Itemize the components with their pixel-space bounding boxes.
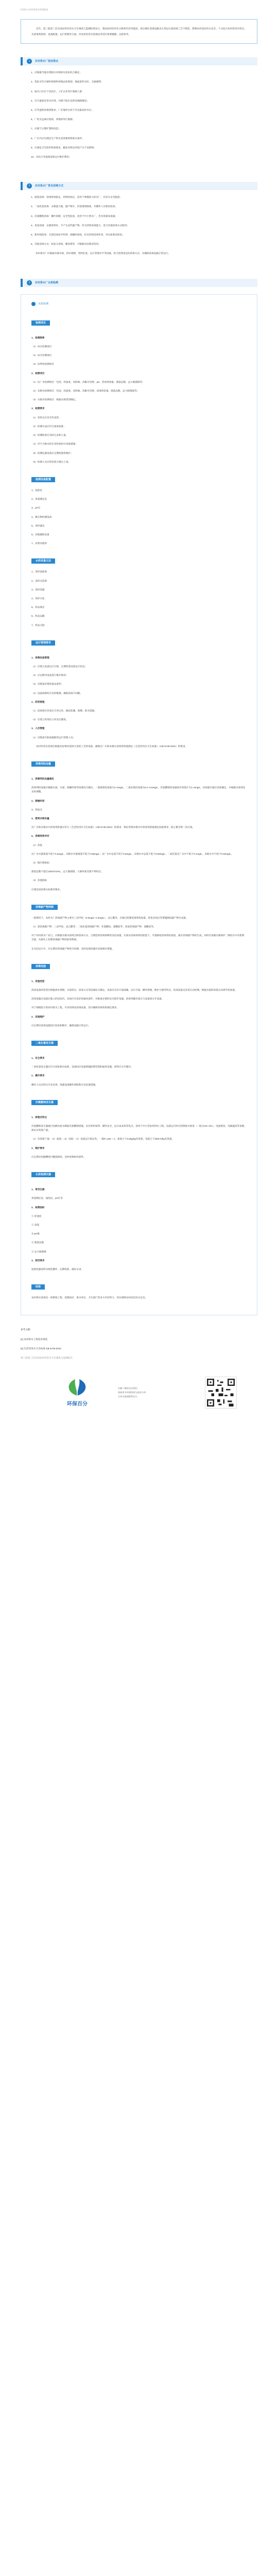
subsection-body [31,777,247,892]
paragraph: （1）应配备专职或兼职的运行管理人员； [31,736,76,739]
paragraph: 一般情况下，农村水厂消毒副产物主要为三卤甲烷（0.5mg/L~1.0mg/L）、卤乙酸等，应通过控制消毒剂投加量、优化投加点等措施降低副产物生成量。 [31,916,188,919]
paragraph: 应定期对消毒设施进行检查和维护，确保设施正常运行。 [31,1024,91,1027]
subsection-body [31,1056,247,1087]
subheading: 2、维护要求 [31,1146,45,1149]
subsection-tag: 消毒剂投加量 [31,761,55,767]
list-item: 5、紫外线消毒：无需投加化学药剂，接触时间短，但无持续消毒作用，对水质要求较高； [31,233,125,236]
subsection-body [31,488,247,546]
paragraph: （2）每月检测项目 [31,354,52,357]
section-header [21,57,257,65]
paragraph: ① 浑浊度 [31,1214,42,1217]
list-item: 6、厂址应远离垃圾场、养殖场等污染源； [31,118,75,121]
paragraph: 应满足国家相关标准的要求。 [31,888,62,891]
subheading: 3、检测要求 [31,407,45,410]
section-header [21,182,257,190]
subheading: 1、消毒剂投加量确定 [31,777,54,780]
paragraph: 农村供水消毒是一项系统工程，需要政府、供水单位、卫生部门等多方共同努力，切实保障农村居民饮水安全。 [31,1296,148,1299]
paragraph: （1）余氯 [31,843,42,846]
subheading: 1、安全要求 [31,1057,45,1060]
paragraph: （3）水源水检测项目：根据水源类型确定。 [31,398,78,401]
paragraph: （1）每日检测项目 [31,345,52,348]
section-2 [21,182,257,265]
list-item: 3、取水口应位于居民区、工矿企业等污染源上游； [31,90,84,93]
subheading: 1、消毒设备管理 [31,656,49,659]
paragraph: 应定期对电解槽进行酸洗除垢，及时更换损坏部件。 [31,1155,86,1158]
paragraph: 7、样品交接 [31,623,45,626]
list-item: 9、应满足卫生防护距离要求，避免对周边环境产生不良影响； [31,146,96,149]
paragraph: 对于规模较小的农村供水工程，可采用简易消毒设备，但应确保消毒效果满足要求。 [31,1006,119,1009]
list-item: 6、其他消毒方式：如复合消毒、膜处理等，可根据实际情况选用。 [31,243,101,246]
section-title: 农村供水厂选址要点 [35,60,59,63]
subheading: 2、操作要求 [31,1074,45,1077]
paragraph: 菌落总数不超过100CFU/mL，总大肠菌群、大肠埃希氏菌不得检出。 [31,870,103,873]
section-3 [21,279,257,1316]
contact-line: 扫描二维码关注我们 [118,1387,137,1390]
section-number: 2 [27,183,32,189]
paragraph: ④ 菌落总数 [31,1241,44,1244]
paragraph: 次氯酸钠发生器通过电解食盐水制取次氯酸钠溶液，具有原料易得、操作安全、运行成本低等优点，适用于中小型农村供水工程。设备运行时应控制盐水浓度（一般为3%~4%）、电流密度、电解温度等参数，保证有效氯产量。 [31,1125,247,1132]
subheading: 2、药剂管理 [31,700,45,703]
paragraph: 7、试剂及耗材 [31,542,47,545]
subheading: 2、接触时间 [31,799,45,802]
paragraph: （2）检测方法应符合国家标准； [31,425,66,428]
paragraph: （1）出厂水检测项目：色度、浑浊度、臭和味、肉眼可见物、pH、消毒剂余量、菌落总数、总大肠菌群等； [31,380,145,383]
reference-item: [1] 农村供水工程技术规范 [21,1337,48,1341]
subsection-body [31,916,247,951]
paragraph: 1、采样前准备 [31,570,47,573]
paragraph: （1）消毒剂应存放在专用仓库，做好防潮、防晒、防火措施； [31,709,97,712]
paragraph: （1）采样点应具有代表性； [31,416,61,419]
content-box [21,294,257,1316]
paragraph: （1）有效氯产量；（2）盐耗；（3）电耗；（4）设备运行稳定性。一般P=100 ~ 1，盐耗小于3.5kg/kg有效氯，电耗小于4kW·h/kg有效氯。 [31,1138,175,1141]
list-item: 8、厂区内应有满足生产和生活需要的给排水条件； [31,137,84,140]
paragraph: （3）检测结果应及时记录和上报； [31,434,68,437]
contact-info [118,1386,200,1399]
subheading: 5、消毒效果评价 [31,835,49,838]
subsection-body [31,656,247,740]
list-item: 2、选址应符合城乡规划和村镇总体规划，地质条件良好，交通便利； [31,80,103,83]
subsection-tag: 消毒设施 [31,964,50,969]
subsection-tag: 消毒副产物控制 [31,905,58,910]
paragraph: 5、采样器具 [31,524,45,527]
paragraph: 3、采样容器 [31,588,45,591]
paragraph: （5）检测仪器设备应定期校准和维护； [31,451,73,454]
paragraph: 对于农村供水厂而言，应根据水源水质特点和消毒方式，合理选择消毒剂种类及投加量。在保证消毒效果的前提下，尽量降低消毒剂投加量，减少消毒副产物的生成。同时应加强水源保护，降低水中有机物含量，从源头上控制消毒副产物的前体物质。 [31,934,245,941]
list-item: 5、应考虑防洪排涝要求，厂区地坪应高于历史最高洪水位； [31,109,94,112]
paragraph: 1、浊度仪 [31,488,42,492]
list-item: 1、液氯消毒：消毒效果稳定，持续时间长，适用于规模较大的水厂，但存在安全隐患； [31,196,123,199]
paragraph: （3）其他指标 [31,879,47,882]
paragraph: 在实际运行中，应定期对消毒副产物进行检测，及时发现问题并采取相应措施。 [31,947,114,950]
paragraph: （4）对不合格水样应及时复检并采取措施； [31,443,78,446]
contact-line: 合作交流请联系后台 [118,1395,137,1398]
section-body [21,190,257,265]
list-item: 3、次氯酸钠消毒：操作简便，安全性较高，适用于中小型水厂，但有效氯易衰减； [31,214,117,217]
subheading: 1、检测频率 [31,336,45,339]
subsection-tag: 检测项目 [31,320,50,326]
paragraph: 消毒剂投加量应根据水质、水量、接触时间等因素综合确定，一般液氯投加量为1~2mg/L，二氧化氯投加量为0.1~0.5mg/L，次氯酸钠投加量按有效氯计为1~2mg/L。投加量应通过试验确定，并根据水质变化及时调整。 [31,786,246,793]
subheading: 2、检测指标 [31,1206,45,1209]
subheading: 1、原理及特点 [31,1115,47,1118]
intro-box [21,19,257,44]
section-number: 3 [27,280,32,285]
subheading: 2、设施维护 [31,1015,45,1018]
subsection-body [31,1115,247,1159]
list-item: 农村供水厂应根据水源水质、供水规模、管网长度、运行管理水平等因素，综合选择适宜的消毒方式，并确保消毒设施正常运行。 [36,252,170,255]
paragraph: 消毒设施应设置在独立的房间内，房间应有良好的通风条件，并配备必要的安全防护设施。消毒剂储存间应与设备间分开设置。 [31,997,164,1001]
subheading: 2、检测项目 [31,371,45,375]
subsection-tag: 运行管理要求 [31,640,55,646]
reference-item: [2] 生活饮用水卫生标准 GB 5749-2022 [21,1347,61,1350]
paragraph: 5、样品保存 [31,606,45,609]
box-title-text: 水质检测 [38,302,49,306]
paragraph: （3）应配备必要的备品备件； [31,683,64,686]
paragraph: 操作人员应经过专业培训，熟悉设备操作规程和应急处置措施。 [31,1083,98,1086]
box-title [31,302,247,306]
section-title: 农村供水厂常见消毒方式 [35,184,64,188]
paragraph: （4）设备故障时应及时维修，确保消毒不间断。 [31,691,83,694]
subsection-body [31,570,247,627]
paragraph: 3、投加点 [31,808,42,811]
references [21,1328,257,1360]
subsection-body [31,336,247,464]
list-item: 4、应尽量靠近用水区域，并便于取水及供电线路铺设； [31,99,89,102]
paragraph: 2、余氯测定仪 [31,498,47,501]
subsection-body [31,979,247,1028]
paragraph: 按照仪器说明书规范操作，定期校准，做好记录。 [31,1267,84,1270]
paragraph: （6）检测人员应经培训合格后上岗。 [31,460,71,463]
subsection-tag: 水质检测仪器 [31,1172,55,1177]
note-text: 农村饮用水消毒应根据实际情况选择合适的工艺和设备，确保出厂水和末梢水消毒剂余量满足《生活饮用水卫生标准》（GB 5749-2022）的要求。 [36,744,188,748]
subsection-tag: 二氧化氯发生器 [31,1041,58,1046]
paragraph: （1）应建立设备运行台账，定期检查设备运行状态； [31,665,88,668]
paragraph: 出厂水和末梢水中消毒剂余量应符合《生活饮用水卫生标准》（GB 5749-2022）的要求，保证管网末梢水中消毒剂余量满足标准要求，防止微生物二次污染。 [31,826,195,829]
brand-logo-block [41,1377,113,1408]
intro-text: 近年，第三轮第三次全国农村饮用水卫生调查与监测结果显示，我国农村饮用水合格率仍有待提高，部分地区消毒设施未正常运行或消毒工艺不规范，影响农村居民饮水安全。下文结合农村饮用水特点，从消毒剂选择、设备配置、运行管理等方面，对农村饮用水消毒技术进行简要梳理，以供参考。 [31,27,247,36]
subsection-tag: 水样采集方法 [31,558,55,564]
paragraph: 4、微生物检测设备 [31,515,52,518]
subsection-tag: 检测设备配置 [31,477,55,482]
bullet-icon [31,302,36,306]
paragraph: 6、样品运输 [31,615,45,618]
leaf-logo-icon [62,1377,93,1398]
brand-name: 环保百分 [67,1401,88,1408]
brand-footer [21,1370,257,1415]
paragraph: （1）氯消毒副产物：三卤甲烷、卤乙酸等；二氧化氯消毒副产物：亚氯酸盐、氯酸盐等；臭氧消毒副产物：溴酸盐等。 [31,925,156,928]
references-label: 参考文献： [21,1328,32,1331]
list-item: 2、二氧化氯消毒：杀菌能力强，副产物少，但需现场制备，对操作人员要求较高； [31,205,117,208]
contact-line: 获取更多环保资讯与技术分享 [118,1391,146,1394]
paragraph: （2）末梢水检测项目：色度、浑浊度、臭和味、肉眼可见物、消毒剂余量、菌落总数、总大肠菌群等； [31,389,140,393]
paragraph: 余氯测定仪、浊度仪、pH计等 [31,1197,63,1200]
paragraph: ③ pH值 [31,1232,40,1235]
paragraph: 消毒设备的选型应根据供水规模、水质特点、消毒方式等因素综合确定，设备应具有计量准确、运行可靠、操作简便、维护方便等特点。投加设备宜采用自动控制，根据水量和余氯自动调节投加量。 [31,989,237,992]
section-1 [21,57,257,168]
list-item: 1、应根据当地水资源分布和供水需求综合确定； [31,71,82,74]
paragraph: （2）应定期对设备进行维护保养； [31,674,68,677]
subsection-body [31,1188,247,1272]
list-item: 7、应便于后期扩建和改造； [31,127,61,130]
article-body [21,0,257,1415]
subheading: 1、常用仪器 [31,1188,45,1191]
subheading: 3、人员管理 [31,727,45,730]
section-number: 1 [27,59,32,64]
qr-code-icon[interactable] [205,1377,237,1409]
subheading: 3、使用要求 [31,1259,45,1262]
subsection-tag: 次氯酸钠发生器 [31,1100,58,1105]
section-header [21,279,257,287]
paragraph: （2）应建立药剂出入库登记制度。 [31,718,68,721]
paragraph: 4、采样方法 [31,597,45,600]
paragraph: 2、采样点选择 [31,579,47,582]
subsection-body [31,1296,247,1300]
paragraph: ② 余氯 [31,1223,40,1226]
paragraph: 二氧化氯发生器应符合国家相关标准，设备间应设置泄漏报警装置和通风设施，原料应分开储存。 [31,1065,133,1069]
subheading: 4、管网末梢余量 [31,817,49,820]
subsection-tag: 结语 [31,1284,45,1290]
breadcrumb: 饮用水 | 农村饮用水消毒技术 [21,8,48,11]
paragraph: （3）每季度检测项目 [31,363,54,366]
paragraph: ⑤ 总大肠菌群 [31,1250,46,1253]
section-title: 农村供水厂水质检测 [35,281,59,284]
paragraph: （2）微生物指标 [31,861,49,865]
paragraph: 出厂水中游离氯不低于0.3mg/L，末梢水中游离氯不低于0.05mg/L；出厂水中总氯不低于0.5mg/L，末梢水中总氯不低于0.05mg/L；二氧化氯出厂水中不低于0.1mg/L，末梢水中不低于0.02mg/L。 [31,852,234,855]
source-note: 第三轮第三次全国农村饮用水卫生调查与监测报告 [21,1356,73,1359]
subheading: 1、设施选型 [31,979,45,982]
section-body [21,65,257,168]
list-item: 4、臭氧消毒：杀菌效果好，不产生卤代副产物，但无持续消毒能力，需与其他消毒方式联用； [31,224,129,227]
paragraph: 6、其他辅助设备 [31,533,49,536]
list-item: 10、应综合考虑建设和运行维护费用。 [31,156,72,159]
paragraph: 3、pH计 [31,506,41,510]
